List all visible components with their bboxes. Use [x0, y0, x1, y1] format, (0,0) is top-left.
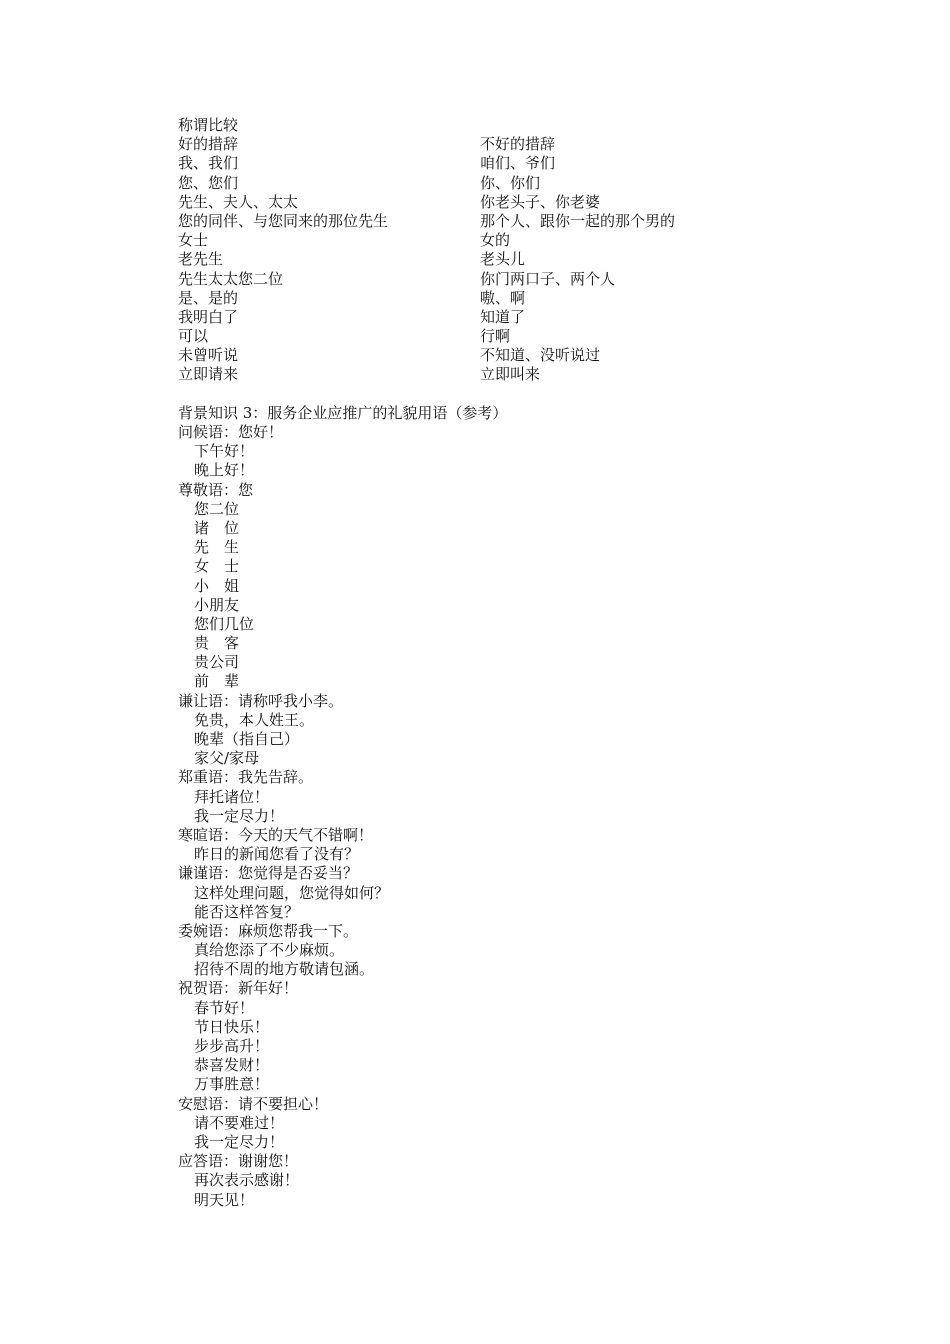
table-row — [178, 250, 878, 269]
table-row — [178, 327, 878, 346]
phrase-category: 委婉语：麻烦您帮我一下。 — [178, 921, 359, 940]
phrase-example: 贵公司 — [194, 653, 240, 672]
phrase-example: 恭喜发财！ — [194, 1056, 270, 1075]
phrase-example: 请不要难过！ — [194, 1113, 285, 1132]
table-row — [178, 193, 878, 212]
good-wording-cell: 我明白了 — [178, 307, 239, 326]
phrase-example: 下午好！ — [194, 442, 255, 461]
phrase-example: 诸 位 — [194, 518, 240, 537]
phrase-category: 谦让语：请称呼我小李。 — [178, 691, 344, 710]
header-good-wording: 好的措辞 — [178, 135, 239, 154]
bad-wording-cell: 老头儿 — [480, 250, 526, 269]
good-wording-cell: 可以 — [178, 327, 209, 346]
phrase-example: 节日快乐！ — [194, 1017, 270, 1036]
comparison-header-row — [178, 135, 878, 154]
phrase-example: 招待不周的地方敬请包涵。 — [194, 960, 375, 979]
table-row — [178, 212, 878, 231]
phrase-example: 贵 客 — [194, 634, 240, 653]
phrase-category: 问候语：您好！ — [178, 423, 284, 441]
phrase-example: 晚上好！ — [194, 461, 255, 480]
phrase-example: 拜托诸位！ — [194, 787, 270, 806]
phrase-example: 您们几位 — [194, 614, 255, 633]
phrase-example: 能否这样答复？ — [194, 902, 300, 921]
good-wording-cell: 先生太太您二位 — [178, 269, 284, 288]
good-wording-cell: 未曾听说 — [178, 346, 239, 365]
phrase-list — [178, 423, 878, 1210]
bad-wording-cell: 那个人、跟你一起的那个男的 — [480, 211, 676, 230]
phrase-example: 万事胜意！ — [194, 1075, 270, 1094]
good-wording-cell: 立即请来 — [178, 365, 239, 384]
section-title: 背景知识 3：服务企业应推广的礼貌用语（参考） — [178, 403, 508, 422]
table-row — [178, 289, 878, 308]
bad-wording-cell: 行啊 — [480, 327, 511, 346]
bad-wording-cell: 嗷、啊 — [480, 288, 526, 307]
comparison-table — [178, 135, 878, 384]
phrase-example: 先 生 — [194, 538, 240, 557]
bad-wording-cell: 你、你们 — [480, 173, 541, 192]
document-page — [178, 116, 878, 1210]
phrase-example: 我一定尽力！ — [194, 1132, 285, 1151]
good-wording-cell: 您的同伴、与您同来的那位先生 — [178, 211, 389, 230]
good-wording-cell: 是、是的 — [178, 288, 239, 307]
phrase-example: 小朋友 — [194, 595, 240, 614]
good-wording-cell: 先生、夫人、太太 — [178, 192, 299, 211]
phrase-example: 昨日的新闻您看了没有？ — [194, 845, 360, 864]
phrase-example: 我一定尽力！ — [194, 806, 285, 825]
header-bad-wording: 不好的措辞 — [480, 135, 556, 154]
table-row — [178, 365, 878, 384]
phrase-category: 尊敬语：您 — [178, 480, 254, 499]
bad-wording-cell: 立即叫来 — [480, 365, 541, 384]
good-wording-cell: 我、我们 — [178, 154, 239, 173]
phrase-example: 女 士 — [194, 557, 240, 576]
good-wording-cell: 老先生 — [178, 250, 224, 269]
phrase-example: 步步高升！ — [194, 1037, 270, 1055]
good-wording-cell: 您、您们 — [178, 173, 239, 192]
table-row — [178, 270, 878, 289]
phrase-example: 再次表示感谢！ — [194, 1171, 300, 1190]
bad-wording-cell: 不知道、没听说过 — [480, 346, 601, 365]
phrase-category: 寒暄语：今天的天气不错啊！ — [178, 825, 374, 844]
comparison-title: 称谓比较 — [178, 116, 239, 134]
good-wording-cell: 女士 — [178, 231, 209, 250]
table-row — [178, 346, 878, 365]
bad-wording-cell: 女的 — [480, 231, 511, 250]
table-row — [178, 174, 878, 193]
phrase-example: 春节好！ — [194, 998, 255, 1017]
comparison-rows — [178, 154, 878, 384]
table-row — [178, 231, 878, 250]
table-row — [178, 154, 878, 173]
phrase-category: 应答语：谢谢您！ — [178, 1152, 299, 1171]
phrase-example: 前 辈 — [194, 672, 240, 691]
bad-wording-cell: 你门两口子、两个人 — [480, 269, 616, 288]
bad-wording-cell: 你老头子、你老婆 — [480, 192, 601, 211]
phrase-example: 小 姐 — [194, 576, 240, 595]
phrase-example: 免贵，本人姓王。 — [194, 710, 315, 729]
phrase-category: 安慰语：请不要担心！ — [178, 1094, 329, 1113]
bad-wording-cell: 咱们、爷们 — [480, 154, 556, 173]
table-row — [178, 308, 878, 327]
phrase-example: 您二位 — [194, 499, 240, 518]
phrase-example: 家父/家母 — [194, 749, 260, 768]
phrase-example: 晚辈（指自己） — [194, 730, 300, 748]
phrase-example: 真给您添了不少麻烦。 — [194, 941, 345, 960]
phrase-example: 明天见！ — [194, 1190, 255, 1209]
spacer — [178, 385, 878, 404]
phrase-category: 祝贺语：新年好！ — [178, 979, 299, 998]
phrase-category: 郑重语：我先告辞。 — [178, 768, 314, 787]
phrase-category: 谦谨语：您觉得是否妥当？ — [178, 864, 359, 883]
phrase-example: 这样处理问题，您觉得如何？ — [194, 883, 390, 902]
bad-wording-cell: 知道了 — [480, 307, 526, 326]
